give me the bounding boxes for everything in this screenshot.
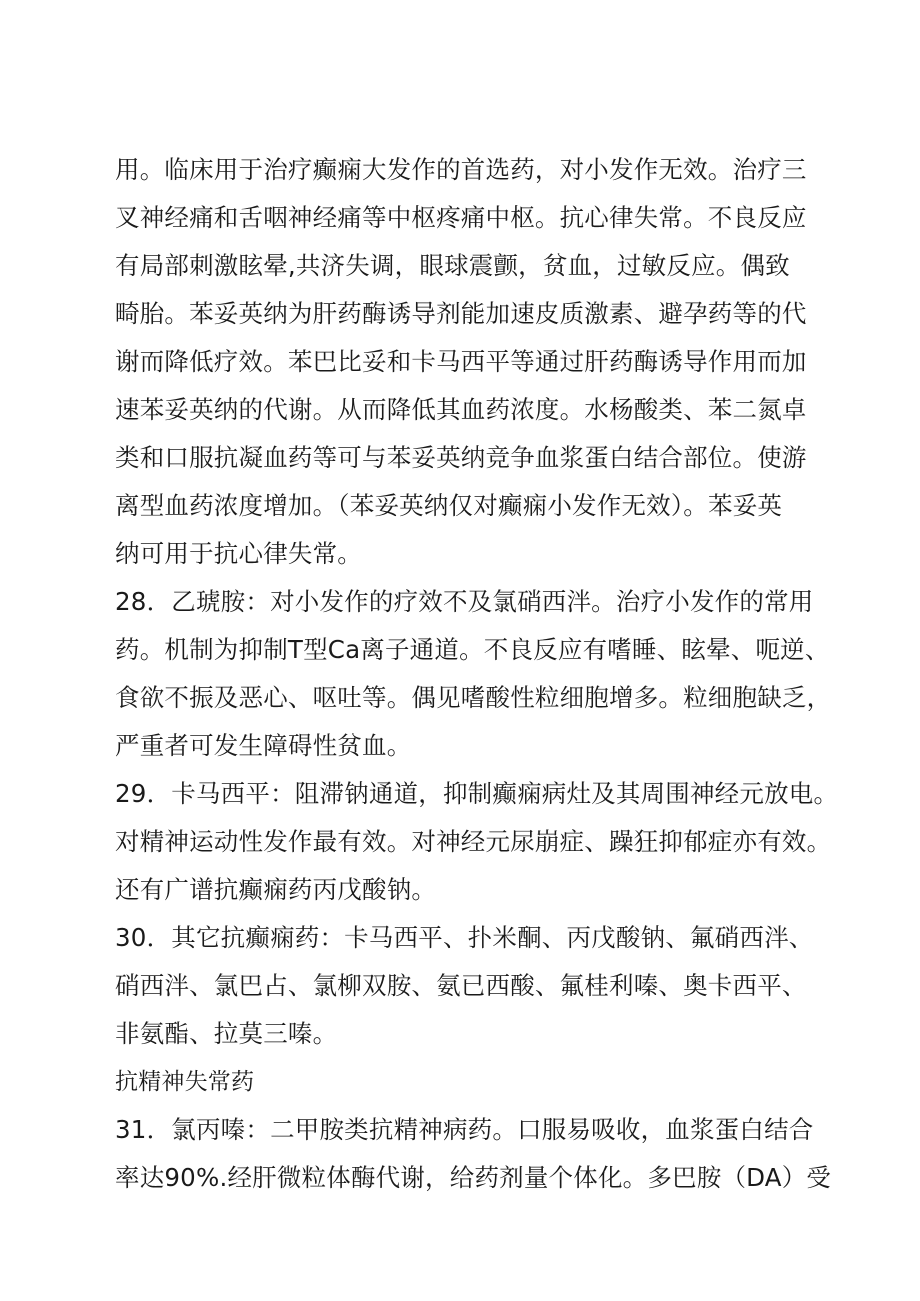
text-line: 28．乙琥胺：对小发作的疗效不及氯硝西泮。治疗小发作的常用 [115,587,814,616]
text-line: 对精神运动性发作最有效。对神经元尿崩症、躁狂抑郁症亦有效。 [115,827,832,856]
section-heading: 抗精神失常药 [115,1069,255,1095]
text-line: 畸胎。苯妥英纳为肝药酶诱导剂能加速皮质激素、避孕药等的代 [115,299,807,328]
text-line: 30．其它抗癫痫药：卡马西平、扑米酮、丙戊酸钠、氟硝西泮、 [115,923,814,952]
text-line: 硝西泮、氯巴占、氯柳双胺、氨已西酸、氟桂利嗪、奥卡西平、 [115,971,807,1000]
text-line: 谢而降低疗效。苯巴比妥和卡马西平等通过肝药酶诱导作用而加 [115,347,807,376]
text-line: 严重者可发生障碍性贫血。 [115,731,412,760]
text-line: 用。临床用于治疗癫痫大发作的首选药，对小发作无效。治疗三 [115,155,807,184]
text-line: 29．卡马西平：阻滞钠通道，抑制癫痫病灶及其周围神经元放电。 [115,779,839,808]
text-line: 纳可用于抗心律失常。 [115,539,362,568]
text-line: 食欲不振及恶心、呕吐等。偶见嗜酸性粒细胞增多。粒细胞缺乏， [115,683,832,712]
text-line: 还有广谱抗癫痫药丙戊酸钠。 [115,875,437,904]
text-line: 速苯妥英纳的代谢。从而降低其血药浓度。水杨酸类、苯二氮卓 [115,395,807,424]
text-line: 有局部刺激眩晕,共济失调，眼球震颤，贫血，过敏反应。偶致 [115,251,790,280]
text-line: 药。机制为抑制T型Ca离子通道。不良反应有嗜睡、眩晕、呃逆、 [115,635,830,664]
text-line: 率达90%.经肝微粒体酶代谢，给药剂量个体化。多巴胺（DA）受 [115,1163,832,1192]
text-line: 叉神经痛和舌咽神经痛等中枢疼痛中枢。抗心律失常。不良反应 [115,203,807,232]
text-line: 离型血药浓度增加。（苯妥英纳仅对癫痫小发作无效）。苯妥英 [115,491,783,520]
text-line: 类和口服抗凝血药等可与苯妥英纳竞争血浆蛋白结合部位。使游 [115,443,807,472]
text-line: 非氨酯、拉莫三嗪。 [115,1019,338,1048]
text-line: 31．氯丙嗪：二甲胺类抗精神病药。口服易吸收，血浆蛋白结合 [115,1115,814,1144]
